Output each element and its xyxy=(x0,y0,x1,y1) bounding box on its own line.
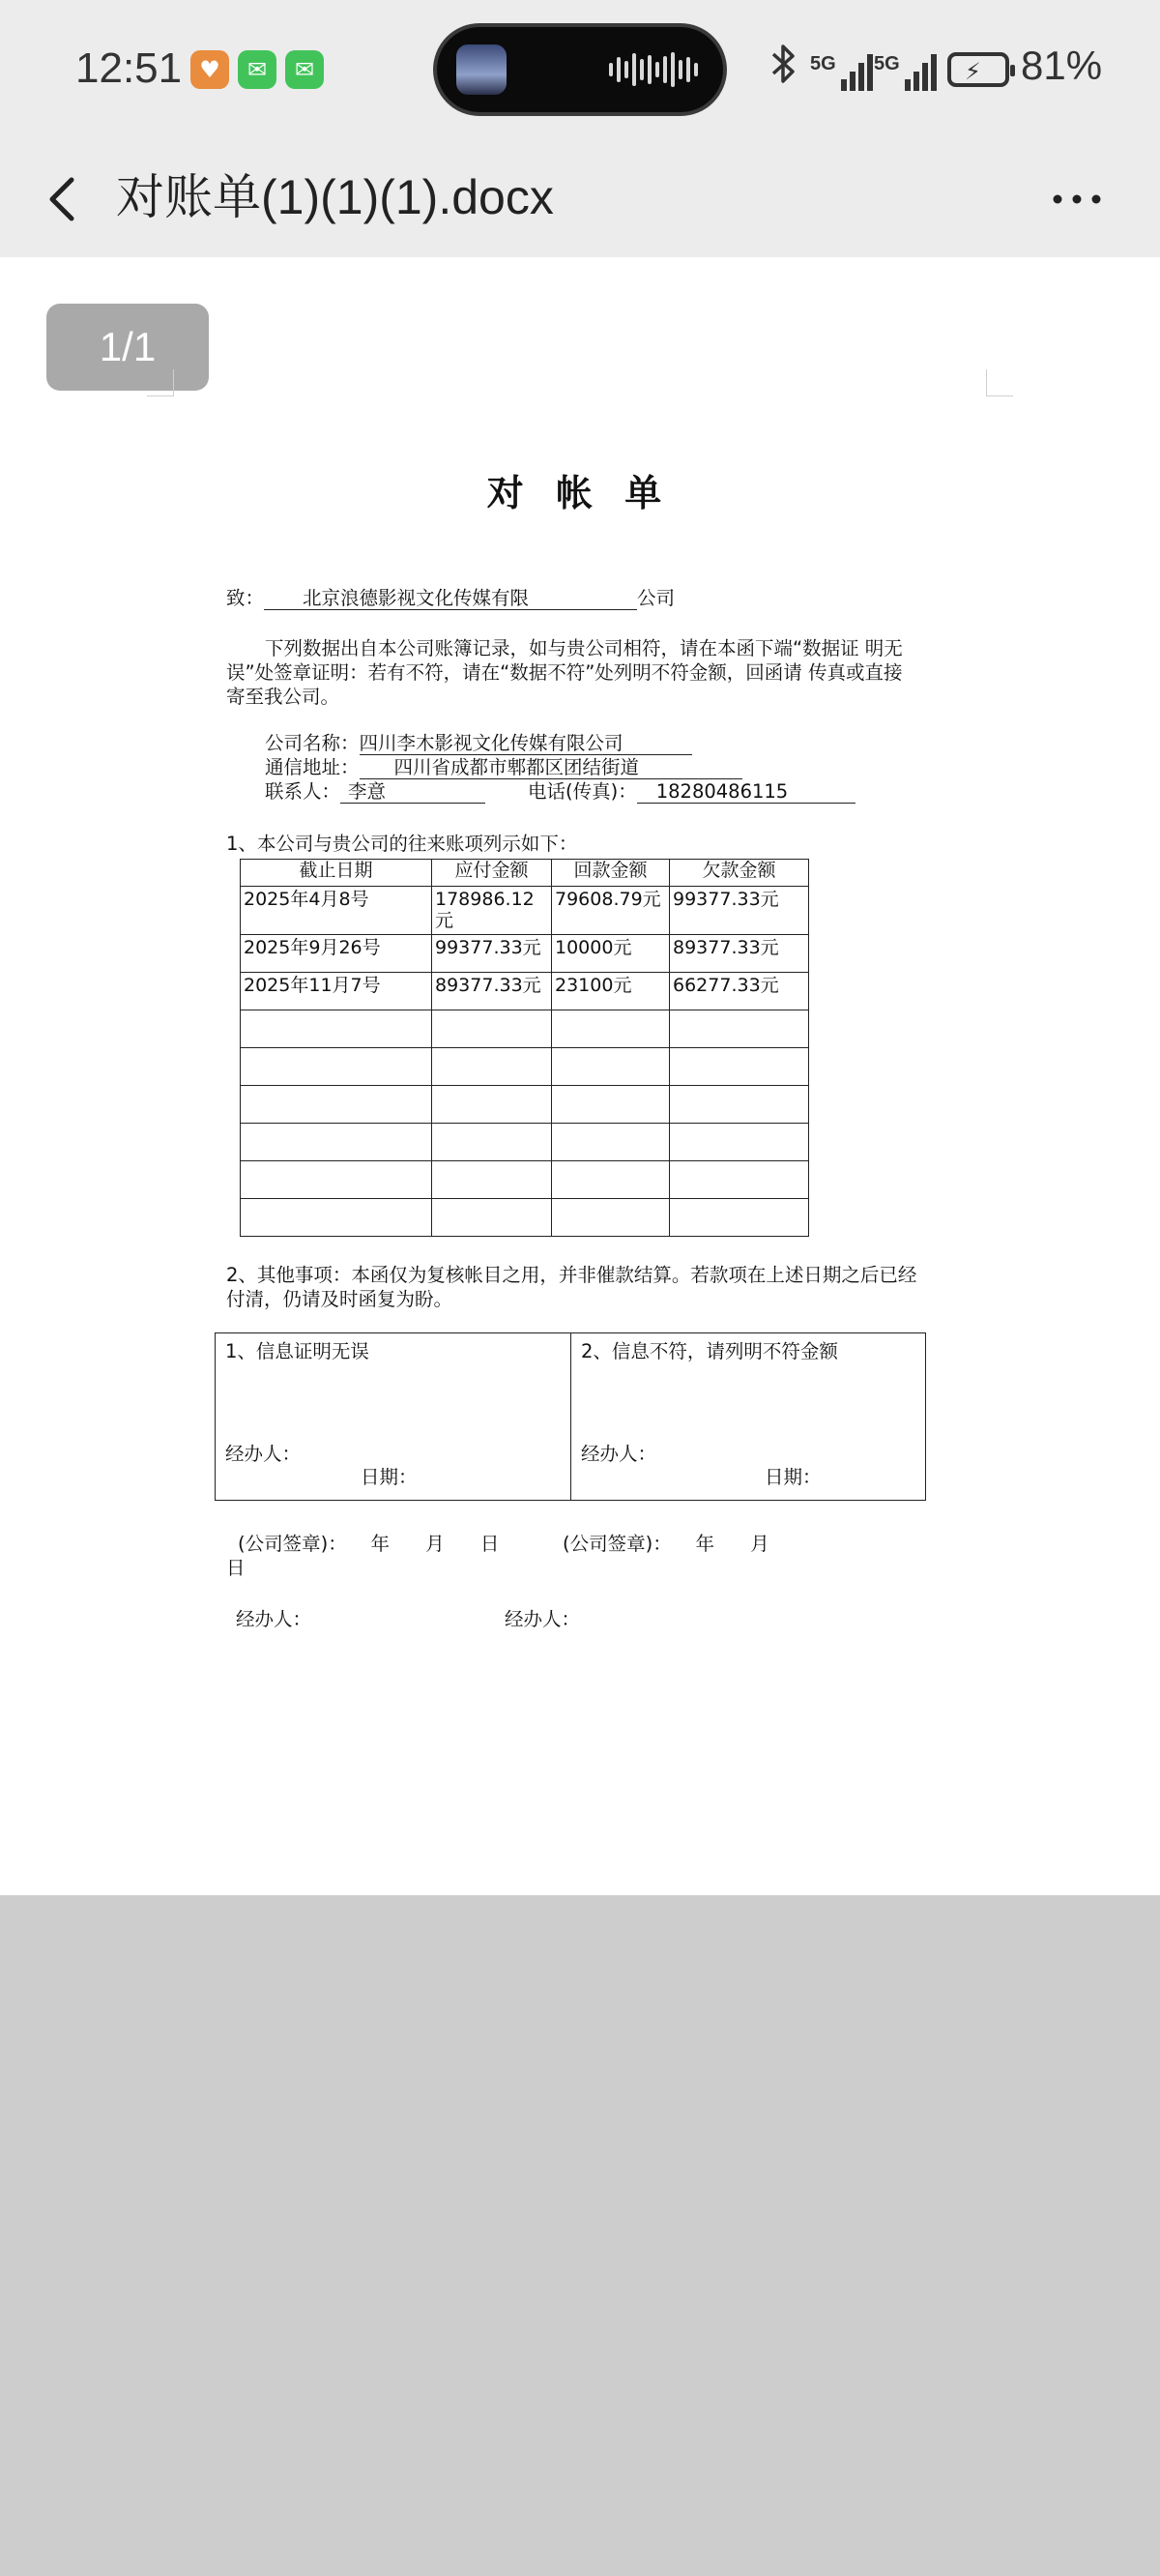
table-cell: 89377.33元 xyxy=(432,973,552,1010)
seal-right: (公司签章)： 年 月 xyxy=(563,1533,769,1555)
table-cell: 99377.33元 xyxy=(432,935,552,973)
contact-value: 李意 xyxy=(340,781,485,804)
company-value: 四川李木影视文化传媒有限公司 xyxy=(360,733,692,755)
battery-percentage: 81% xyxy=(1021,43,1103,88)
back-arrow-icon xyxy=(39,161,97,238)
table-cell xyxy=(432,1124,552,1161)
battery-icon: ⚡ xyxy=(947,52,1009,87)
dynamic-island-media[interactable] xyxy=(433,23,727,116)
table-cell xyxy=(432,1010,552,1048)
footer-handler-left: 经办人： xyxy=(236,1608,312,1630)
table-cell xyxy=(241,1048,432,1086)
table-cell xyxy=(670,1010,809,1048)
table-row xyxy=(241,1199,809,1237)
column-header: 应付金额 xyxy=(432,860,552,887)
address-value: 四川省成都市郫都区团结街道 xyxy=(360,757,742,779)
signal-strength-icon xyxy=(874,50,942,97)
table-cell: 66277.33元 xyxy=(670,973,809,1010)
clock: 12:51 xyxy=(75,44,183,92)
phone-label: 电话(传真)： xyxy=(528,780,637,803)
table-row xyxy=(241,935,809,973)
contact-line xyxy=(265,779,856,804)
table-cell xyxy=(670,1086,809,1124)
section-1-heading: 1、本公司与贵公司的往来账项列示如下： xyxy=(226,833,578,855)
to-suffix: 公司 xyxy=(637,587,676,609)
to-label: 致： xyxy=(226,587,265,609)
back-button[interactable] xyxy=(39,161,97,238)
table-row xyxy=(241,973,809,1010)
phone-value: 18280486115 xyxy=(637,781,856,804)
company-name-line xyxy=(265,731,692,755)
intro-paragraph: 下列数据出自本公司账簿记录，如与贵公司相符，请在本函下端“数据证 明无误”处签章证明：若有不符，请在“数据不符”处列明不符金额，回函请 传真或直接寄至我公司。 xyxy=(226,637,903,708)
table-cell xyxy=(432,1161,552,1199)
table-cell xyxy=(552,1161,670,1199)
network-type-label: 5G xyxy=(874,53,900,74)
footer-handler-right: 经办人： xyxy=(505,1608,581,1630)
table-cell: 2025年9月26号 xyxy=(241,935,432,973)
app-title-bar xyxy=(0,143,1160,257)
table-cell xyxy=(241,1010,432,1048)
wechat-icon: ✉ xyxy=(285,50,324,89)
company-label: 公司名称： xyxy=(265,732,360,754)
document-page[interactable] xyxy=(0,257,1160,1895)
table-cell xyxy=(432,1048,552,1086)
column-header: 欠款金额 xyxy=(670,860,809,887)
table-cell xyxy=(670,1124,809,1161)
confirmation-box xyxy=(215,1332,926,1501)
table-row xyxy=(241,1086,809,1124)
confirm-correct-title: 1、信息证明无误 xyxy=(225,1340,369,1362)
page-indicator: 1/1 xyxy=(46,304,209,391)
confirm-correct-cell xyxy=(216,1333,570,1500)
table-row xyxy=(241,1161,809,1199)
document-heading: 对 帐 单 xyxy=(486,472,672,514)
ledger-table xyxy=(240,859,809,1237)
table-cell xyxy=(241,1161,432,1199)
confirm-mismatch-cell xyxy=(570,1333,925,1500)
table-cell xyxy=(552,1199,670,1237)
media-thumbnail xyxy=(456,44,507,95)
handler-label: 经办人： xyxy=(225,1443,302,1465)
table-cell xyxy=(241,1124,432,1161)
table-cell xyxy=(432,1199,552,1237)
table-cell: 79608.79元 xyxy=(552,887,670,935)
document-title: 对账单(1)(1)(1).docx xyxy=(116,170,554,224)
signal-strength-icon xyxy=(810,50,878,97)
table-cell xyxy=(670,1048,809,1086)
to-company: 北京浪德影视文化传媒有限 xyxy=(264,588,637,610)
health-app-icon: ♥ xyxy=(190,50,229,89)
date-label: 日期： xyxy=(361,1466,418,1488)
addressee-line xyxy=(226,586,675,610)
contact-label: 联系人： xyxy=(265,780,341,803)
table-cell xyxy=(241,1086,432,1124)
handler-label: 经办人： xyxy=(581,1443,657,1465)
address-line xyxy=(265,755,742,779)
table-cell xyxy=(552,1048,670,1086)
table-row xyxy=(241,1010,809,1048)
bluetooth-icon xyxy=(769,43,798,94)
more-options-button[interactable] xyxy=(1044,170,1112,228)
table-cell: 10000元 xyxy=(552,935,670,973)
table-cell xyxy=(432,1086,552,1124)
table-cell: 23100元 xyxy=(552,973,670,1010)
status-bar xyxy=(0,0,1160,143)
date-label: 日期： xyxy=(765,1466,822,1488)
wechat-icon: ✉ xyxy=(238,50,276,89)
page-margin-marker xyxy=(986,369,1013,396)
table-cell xyxy=(552,1010,670,1048)
table-cell: 178986.12元 xyxy=(432,887,552,935)
seal-right-day: 日 xyxy=(226,1557,246,1579)
page-margin-marker xyxy=(147,369,174,396)
column-header: 截止日期 xyxy=(241,860,432,887)
table-cell: 89377.33元 xyxy=(670,935,809,973)
table-header-row xyxy=(241,860,809,887)
table-cell xyxy=(552,1086,670,1124)
section-2-paragraph: 2、其他事项：本函仅为复核帐目之用，并非催款结算。若款项在上述日期之后已经付清，仍请及时函复为盼。 xyxy=(226,1264,917,1310)
table-row xyxy=(241,1048,809,1086)
network-type-label: 5G xyxy=(810,53,836,74)
table-row xyxy=(241,1124,809,1161)
table-cell xyxy=(670,1161,809,1199)
table-cell: 2025年11月7号 xyxy=(241,973,432,1010)
address-label: 通信地址： xyxy=(265,756,360,778)
table-cell xyxy=(241,1199,432,1237)
more-icon xyxy=(1044,170,1112,228)
table-cell xyxy=(670,1199,809,1237)
table-row xyxy=(241,887,809,935)
table-cell: 2025年4月8号 xyxy=(241,887,432,935)
column-header: 回款金额 xyxy=(552,860,670,887)
seal-left: (公司签章)： 年 月 日 xyxy=(238,1533,500,1555)
confirm-mismatch-title: 2、信息不符，请列明不符金额 xyxy=(581,1340,838,1362)
audio-waveform-icon xyxy=(609,52,698,87)
table-cell xyxy=(552,1124,670,1161)
table-cell: 99377.33元 xyxy=(670,887,809,935)
